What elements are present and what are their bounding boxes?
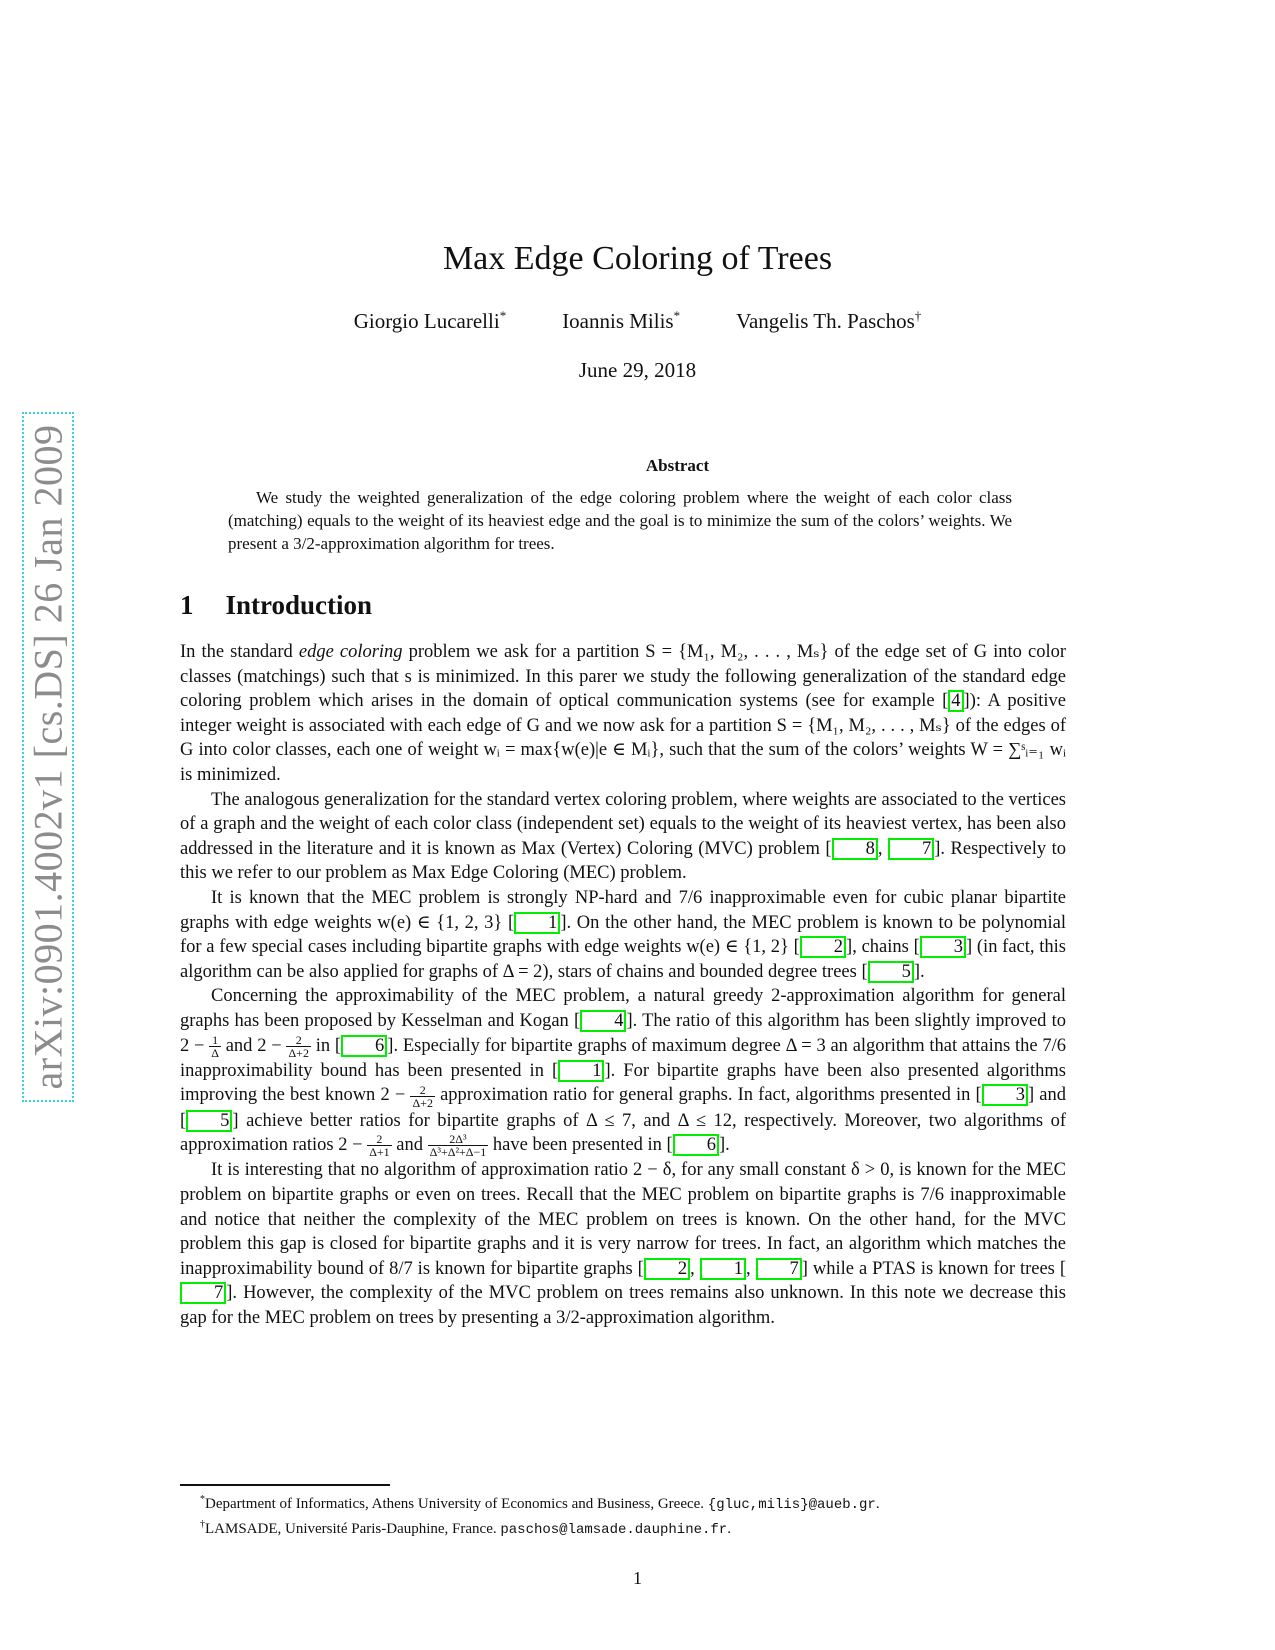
text: . On the other hand, the MEC problem is known to be polynomial for a few special cases including bipartite graphs with edge weights w(e) ∈ {1, 2} — [180, 912, 1066, 958]
citation-link[interactable]: 3 — [920, 936, 966, 958]
body-text — [180, 640, 1066, 1331]
author-name: Ioannis Milis — [562, 309, 674, 333]
paragraph: It is interesting that no algorithm of approximation ratio 2 − δ, for any small constant δ > 0, is known for the MEC problem on bipartite graphs or even on trees. Recall that the MEC problem on bipartite graphs is 7/6 inapproximable and notice that neither the complexity of the MEC problem on trees is known. On the other hand, for the MVC problem this gap is closed for bipartite graphs and it is very narrow for trees. In fact, an algorithm which matches the inapproximability bound of 8/7 is known for bipartite graphs [ 2 , 1 , 7 ] while a PTAS is known for trees [7 ]. However, the complexity of the MVC problem on trees remains also unknown. In this note we decrease this gap for the MEC problem on trees by presenting a 3/2-approximation algorithm. — [180, 1160, 1067, 1328]
citation-link[interactable]: 1 — [558, 1060, 604, 1082]
numerator: 2 — [410, 1084, 434, 1097]
email-address[interactable]: paschos@lamsade.dauphine.fr — [500, 1522, 728, 1538]
citation-link[interactable]: 7 — [180, 1282, 226, 1304]
section-title: Introduction — [225, 590, 373, 620]
numerator: 1 — [209, 1034, 221, 1047]
citation-link[interactable]: 4 — [948, 690, 963, 712]
text: Concerning the approximability of the MEC problem, a natural greedy 2-approximation algorithm for general graphs has been proposed by Kesselman and Kogan — [180, 986, 1066, 1031]
emphasis: edge coloring — [298, 642, 403, 662]
fraction — [428, 1133, 489, 1158]
footnote — [180, 1515, 1070, 1540]
text: problem we ask for a partition S = {M₁, M₂, . . . , Mₛ} of the edge set of G into color classes (matchings) such that s is minimized. In this parer we study the following generalization of the standard edge coloring problem which arises in the domain of optical communication systems (see for example — [180, 642, 1066, 712]
denominator: Δ³+Δ²+Δ−1 — [429, 1145, 487, 1160]
text: and — [1034, 1085, 1066, 1106]
affiliation-mark[interactable]: * — [673, 308, 681, 323]
fraction — [410, 1084, 434, 1109]
section-number: 1 — [180, 590, 194, 620]
affiliation-mark[interactable]: * — [499, 308, 507, 323]
text: The analogous generalization for the standard vertex coloring problem, where weights are associated to the vertices of a graph and the weight of each color class (independent set) equals to the weight of its heaviest vertex, has been also addressed in the literature and it is known as Max (Vertex) Coloring (MVC) problem [ — [180, 789, 1066, 859]
text: . For bipartite graphs have been also presented algorithms improving the best known 2 − — [180, 1060, 1067, 1106]
text: in — [310, 1035, 335, 1056]
footnote-divider — [180, 1484, 390, 1486]
citation-link[interactable]: 1 — [514, 912, 560, 934]
section-heading — [180, 590, 372, 621]
text: . Especially for bipartite graphs of maximum degree Δ = 3 an algorithm that attains the 7/6 inapproximability bound has been presented in — [180, 1035, 1066, 1081]
text: . — [875, 1496, 880, 1512]
text: . — [920, 961, 925, 982]
author — [736, 308, 921, 334]
text: ] while a PTAS is known for trees — [801, 1258, 1060, 1279]
citation-link[interactable]: 2 — [644, 1258, 690, 1280]
citation-link[interactable]: 4 — [580, 1010, 626, 1032]
paper-date: June 29, 2018 — [578, 358, 697, 382]
fraction — [209, 1034, 221, 1059]
text: approximation ratio for general graphs. In fact, algorithms presented in — [434, 1085, 976, 1106]
text: and 2 − — [220, 1035, 287, 1056]
text: ): A positive integer weight is associated with each edge of G and we now ask for a partition S = {M₁, M₂, . . . , Mₛ} of the edges of G into color classes, each one of weight wᵢ = max{w(e)|e ∈ Mᵢ}, such that the sum of the colors’ weights W = ∑ˢᵢ₌₁ wᵢ is minimized. — [180, 691, 1066, 785]
text: . However, the complexity of the MVC problem on trees remains also unknown. In this note we decrease this gap for the MEC problem on trees by presenting a 3/2-approximation algorithm. — [180, 1283, 1066, 1328]
paragraph: Concerning the approximability of the MEC problem, a natural greedy 2-approximation algorithm for general graphs has been proposed by Kesselman and Kogan [ 4 ]. The ratio of this algorithm has been slightly improved to 2 − $\frac{1}{\Delta}$ and 2 − $\frac{2}{\Delta+2}$ in [ 6 ]. Especially for bipartite graphs of maximum degree Δ = 3 an algorithm that attains the 7/6 inapproximability bound has been presented in [ 1 ]. For bipartite graphs have been also presented algorithms improving the best known 2 − $\frac{2}{\Delta+2}$ approximation ratio for general graphs. In fact, algorithms presented in [ 3 ] and [ 5 ] achieve better ratios for bipartite graphs of Δ ≤ 7, and Δ ≤ 12, respectively. Moreover, two algorithms of approximation ratios 2 − $\frac{2}{\Delta+1}$ and $\frac{\text{2Δ³}}{\text{Δ³+Δ²+Δ−1}}$ have been presented in [ 6 ]. — [180, 986, 1067, 1160]
footnotes — [180, 1490, 1070, 1540]
author-name: Giorgio Lucarelli — [353, 309, 500, 333]
text: It is known that the MEC problem is strongly NP-hard and 7/6 inapproximable even for cubic planar bipartite graphs with edge weights w(e) ∈ {1, 2, 3} — [180, 887, 1066, 933]
footnote — [180, 1490, 1070, 1515]
footnote-text: LAMSADE, Université Paris-Dauphine, France. — [205, 1521, 501, 1537]
denominator: Δ+2 — [288, 1045, 309, 1060]
text: It is interesting that no algorithm of approximation ratio 2 − δ, for any small constant δ > 0, is known for the MEC problem on bipartite graphs or even on trees. Recall that the MEC problem on bipartite graphs is 7/6 inapproximable and notice that neither the complexity of the MEC problem on trees is known. On the other hand, for the MVC problem this gap is closed for bipartite graphs and it is very narrow for trees. In fact, an algorithm which matches the inapproximability bound of 8/7 is known for bipartite graphs [ — [180, 1160, 1066, 1279]
author-name: Vangelis Th. Paschos — [736, 309, 915, 333]
paragraph: In the standard edge coloring problem we ask for a partition S = {M₁, M₂, . . . , Mₛ} of the edge set of G into color classes (matchings) such that s is minimized. In this parer we study the following generalization of the standard edge coloring problem which arises in the domain of optical communication systems (see for example [ 4 ]): A positive integer weight is associated with each edge of G and we now ask for a partition S = {M₁, M₂, . . . , Mₛ} of the edges of G into color classes, each one of weight wᵢ = max{w(e)|e ∈ Mᵢ}, such that the sum of the colors’ weights W = ∑ˢᵢ₌₁ wᵢ is minimized. — [180, 642, 1066, 785]
numerator: 2Δ³ — [428, 1133, 489, 1146]
citation-link[interactable]: 8 — [832, 838, 878, 860]
fraction — [286, 1034, 310, 1059]
abstract-text: We study the weighted generalization of the edge coloring problem where the weight of each color class (matching) equals to the weight of its heaviest edge and the goal is to minimize the sum of the colors’ weights. We present a 3/2-approximation algorithm for trees. — [228, 488, 1012, 553]
footnote-mark: * — [200, 1494, 205, 1505]
text: and — [391, 1135, 428, 1156]
author — [354, 308, 507, 334]
denominator: Δ+1 — [369, 1145, 390, 1160]
footnote-text: Department of Informatics, Athens University of Economics and Business, Greece. — [205, 1496, 708, 1512]
numerator: 2 — [367, 1133, 391, 1146]
email-address[interactable]: {gluc,milis}@aueb.gr — [707, 1497, 876, 1513]
citation-link[interactable]: 7 — [756, 1258, 802, 1280]
citation-link[interactable]: 5 — [868, 961, 914, 983]
paragraph: The analogous generalization for the standard vertex coloring problem, where weights are associated to the vertices of a graph and the weight of each color class (independent set) equals to the weight of its heaviest vertex, has been also addressed in the literature and it is known as Max (Vertex) Coloring (MVC) problem [ 8 , 7 ]. Respectively to this we refer to our problem as Max Edge Coloring (MEC) problem. — [180, 789, 1066, 884]
text: achieve better ratios for bipartite graphs of Δ ≤ 7, and Δ ≤ 12, respectively. Moreover, two algorithms of approximation ratios 2 − — [180, 1110, 1066, 1156]
citation-link[interactable]: 1 — [700, 1258, 746, 1280]
text: , chains — [852, 937, 914, 958]
text: . — [725, 1135, 730, 1156]
fraction — [367, 1133, 391, 1158]
denominator: Δ+2 — [412, 1095, 433, 1110]
numerator: 2 — [286, 1034, 310, 1047]
citation-link[interactable]: 6 — [673, 1134, 719, 1156]
page-number: 1 — [633, 1568, 642, 1588]
citation-link[interactable]: 3 — [982, 1084, 1028, 1106]
text: (in fact, this algorithm can be also applied for graphs of Δ = 2), stars of chains and bounded degree trees — [180, 937, 1066, 982]
text: have been presented in — [488, 1135, 667, 1156]
author — [562, 308, 680, 334]
affiliation-mark[interactable]: † — [914, 308, 922, 323]
arxiv-identifier: arXiv:0901.4002v1 [cs.DS] 26 Jan 2009 — [25, 424, 71, 1090]
author-list — [0, 308, 1275, 334]
text: In the standard — [180, 642, 299, 662]
citation-link[interactable]: 7 — [888, 838, 934, 860]
abstract-heading: Abstract — [645, 456, 710, 475]
citation-link[interactable]: 6 — [341, 1035, 387, 1057]
footnote-mark: † — [200, 1519, 205, 1530]
citation-link[interactable]: 2 — [800, 936, 846, 958]
citation-link[interactable]: 5 — [186, 1110, 232, 1132]
text: . The ratio of this algorithm has been slightly improved to 2 − — [180, 1010, 1066, 1056]
text: . — [727, 1521, 731, 1537]
paragraph: It is known that the MEC problem is strongly NP-hard and 7/6 inapproximable even for cubic planar bipartite graphs with edge weights w(e) ∈ {1, 2, 3} [ 1 ]. On the other hand, the MEC problem is known to be polynomial for a few special cases including bipartite graphs with edge weights w(e) ∈ {1, 2} [ 2 ], chains [ 3 ] (in fact, this algorithm can be also applied for graphs of Δ = 2), stars of chains and bounded degree trees [ 5 ]. — [180, 887, 1066, 982]
paper-title: Max Edge Coloring of Trees — [442, 240, 833, 277]
denominator: Δ — [211, 1045, 219, 1060]
text: ]. Respectively to this we refer to our problem as Max Edge Coloring (MEC) problem. — [180, 838, 1066, 884]
arxiv-stamp[interactable] — [22, 412, 74, 1102]
